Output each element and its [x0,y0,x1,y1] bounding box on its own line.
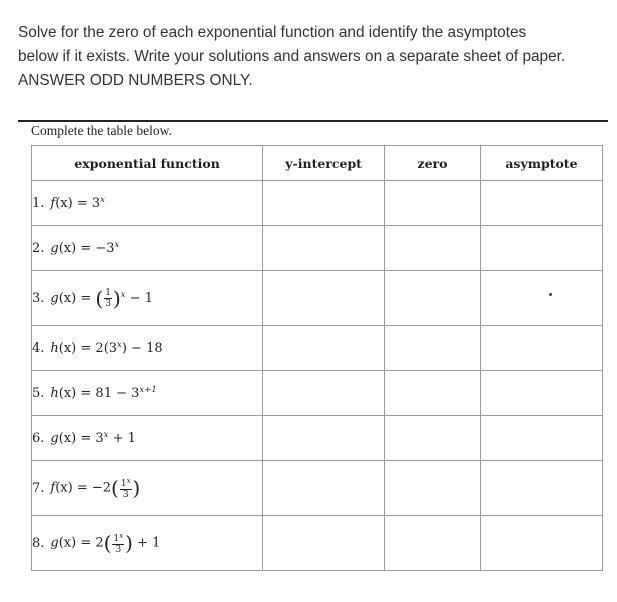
function-cell: 3. g(x) = ( $\frac{1}{3}$ )$^x$ − 1 [32,271,263,326]
table-row [32,271,603,326]
asymptote-cell[interactable] [480,181,602,226]
zero-cell[interactable] [385,371,481,416]
header-exponential-function: exponential function [32,146,263,181]
table-row [32,416,603,461]
instruction-line-3: ANSWER ODD NUMBERS ONLY. [18,72,253,89]
instruction-line-2: below if it exists. Write your solutions and answers on a separate sheet of paper. [18,48,566,65]
instructions [18,21,608,93]
table-row [32,226,603,271]
function-cell: 8. g(x) = 2( $\frac{1^x}{3}$ ) + 1 [32,516,263,571]
asymptote-cell[interactable] [480,226,602,271]
header-asymptote: asymptote [480,146,602,181]
asymptote-cell[interactable] [480,461,602,516]
zero-cell[interactable] [385,181,481,226]
y-intercept-cell[interactable] [263,226,385,271]
table-caption: Complete the table below. [31,123,172,138]
stray-mark [549,293,552,296]
asymptote-cell[interactable] [480,371,602,416]
worksheet-top-rule [18,120,608,122]
zero-cell[interactable] [385,226,481,271]
zero-cell[interactable] [385,416,481,461]
exponential-function-table [31,145,603,571]
asymptote-cell[interactable] [480,516,602,571]
asymptote-cell[interactable] [480,271,602,326]
y-intercept-cell[interactable] [263,326,385,371]
table-row [32,516,603,571]
header-y-intercept: y-intercept [263,146,385,181]
function-cell: 6. $g(x) = 3^x + 1$ [32,416,263,461]
y-intercept-cell[interactable] [263,461,385,516]
y-intercept-cell[interactable] [263,181,385,226]
y-intercept-cell[interactable] [263,516,385,571]
function-cell: 4. $h(x) = 2(3^x) - 18$ [32,326,263,371]
asymptote-cell[interactable] [480,416,602,461]
function-cell: 2. $g(x) = -3^x$ [32,226,263,271]
function-cell: 7. f(x) = −2( $\frac{1^x}{3}$ ) [32,461,263,516]
zero-cell[interactable] [385,516,481,571]
zero-cell[interactable] [385,461,481,516]
table-row [32,181,603,226]
table-row [32,461,603,516]
zero-cell[interactable] [385,326,481,371]
y-intercept-cell[interactable] [263,416,385,461]
y-intercept-cell[interactable] [263,271,385,326]
instruction-line-1: Solve for the zero of each exponential function and identify the asymptotes [18,24,527,41]
table-row [32,371,603,416]
zero-cell[interactable] [385,271,481,326]
y-intercept-cell[interactable] [263,371,385,416]
function-cell: 1. $f(x) = 3^x$ [32,181,263,226]
table-row [32,326,603,371]
asymptote-cell[interactable] [480,326,602,371]
table-header-row [32,146,603,181]
header-zero: zero [385,146,481,181]
function-cell: 5. $h(x) = 81 - 3^{x+1}$ [32,371,263,416]
